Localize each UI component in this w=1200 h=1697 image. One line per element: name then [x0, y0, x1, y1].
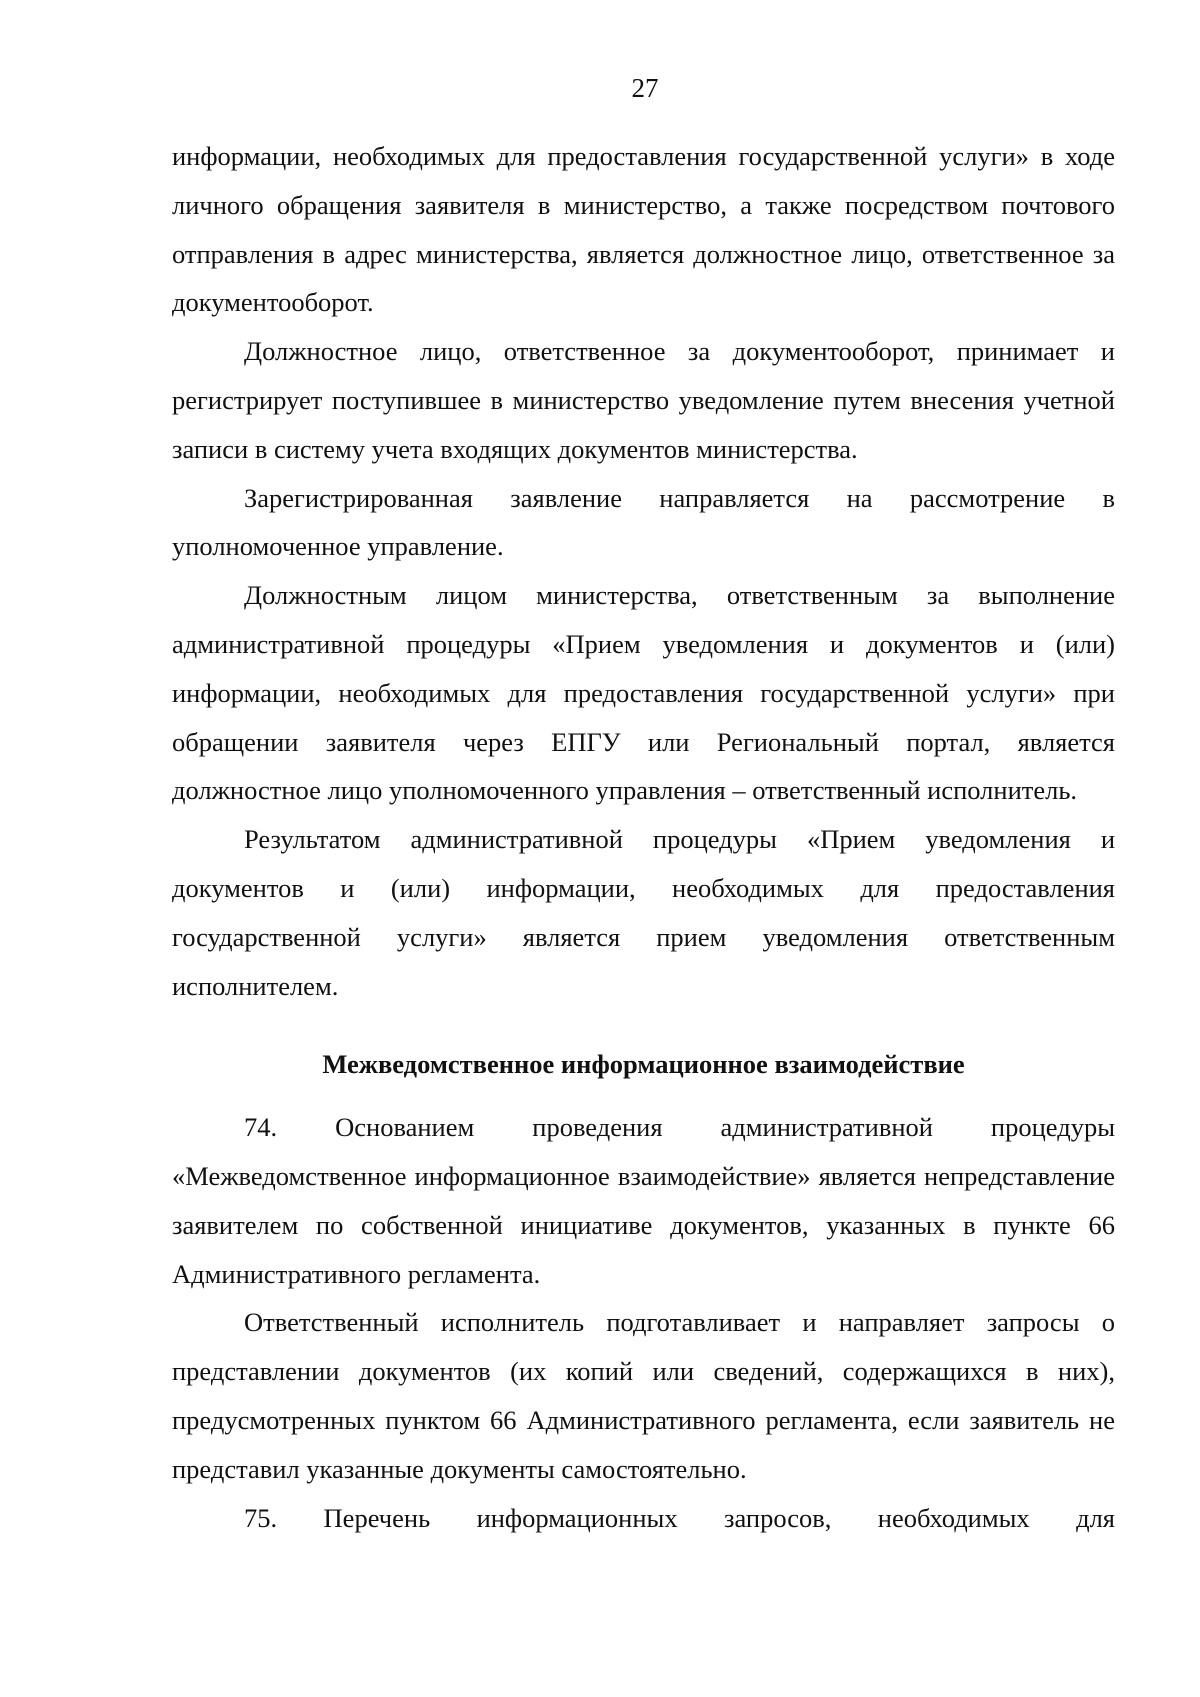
- paragraph-responsible-official: Должностным лицом министерства, ответственным за выполнение административной процедуры «Прием уведомления и документов и (или) информации, необходимых для предоставления государственной услуги» при обращении заявителя через ЕПГУ или Региональный портал, является должностное лицо уполномоченного управления – ответственный исполнитель.: [172, 580, 1115, 806]
- paragraph-item-74: 74. Основанием проведения административной процедуры «Межведомственное информационное взаимодействие» является непредставление заявителем по собственной инициативе документов, указанных в пункте 66 Административного регламента.: [172, 1112, 1115, 1289]
- page-number: 27: [631, 73, 659, 103]
- section-heading: Межведомственное информационное взаимодействие: [322, 1049, 965, 1080]
- paragraph-item-75: 75. Перечень информационных запросов, необходимых для: [244, 1502, 1115, 1533]
- paragraph-continuation: информации, необходимых для предоставления государственной услуги» в ходе личного обращения заявителя в министерство, а также посредством почтового отправления в адрес министерства, является должностное лицо, ответственное за документооборот.: [172, 141, 1115, 318]
- paragraph-requests: Ответственный исполнитель подготавливает и направляет запросы о представлении документов (их копий или сведений, содержащихся в них), предусмотренных пунктом 66 Административного регламента, если заявитель не представил указанные документы самостоятельно.: [172, 1307, 1115, 1484]
- document-body: [172, 132, 1115, 1542]
- paragraph-registration: Должностное лицо, ответственное за документооборот, принимает и регистрирует поступившее в министерство уведомление путем внесения учетной записи в систему учета входящих документов министерства.: [172, 336, 1115, 464]
- paragraph-procedure-result: Результатом административной процедуры «Прием уведомления и документов и (или) информации, необходимых для предоставления государственной услуги» является прием уведомления ответственным исполнителем.: [172, 824, 1115, 1001]
- paragraph-referral: Зарегистрированная заявление направляется на рассмотрение в уполномоченное управление.: [172, 482, 1115, 562]
